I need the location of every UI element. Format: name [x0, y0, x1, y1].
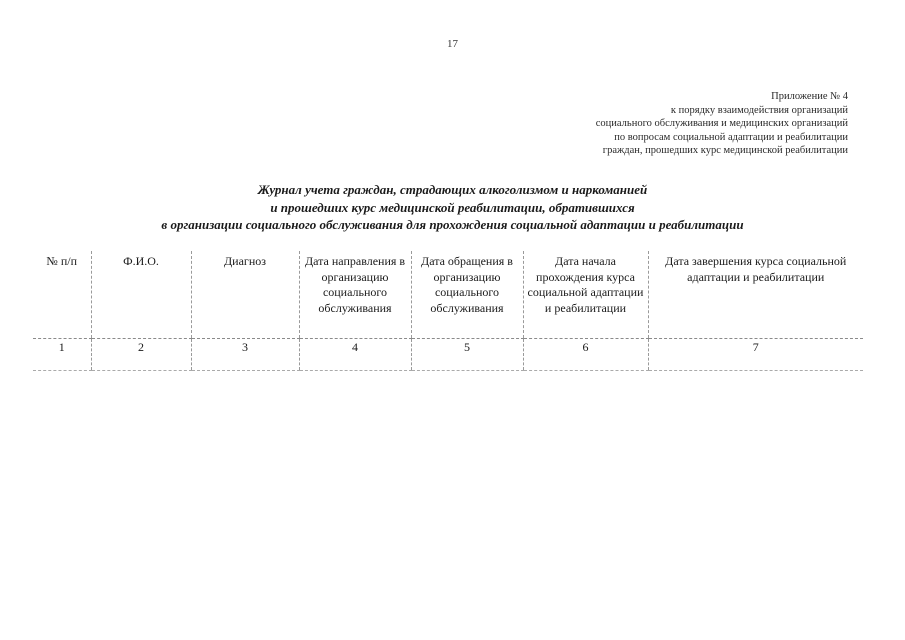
table-header-row: [33, 251, 863, 339]
col-number: 3: [191, 339, 299, 371]
col-header-fio: Ф.И.О.: [91, 251, 191, 339]
appendix-line: социального обслуживания и медицинских организаций: [595, 118, 848, 130]
appendix-line: по вопросам социальной адаптации и реабилитации: [614, 131, 848, 143]
col-number: 7: [648, 339, 863, 371]
col-header-application-date: Дата обращения в организацию социального обслуживания: [411, 251, 523, 339]
title-line: в организации социального обслуживания для прохождения социальной адаптации и реабилитации: [161, 217, 744, 232]
col-number: 5: [411, 339, 523, 371]
col-number: 1: [33, 339, 91, 371]
title-line: Журнал учета граждан, страдающих алкоголизмом и наркоманией: [257, 182, 648, 197]
appendix-line: Приложение № 4: [771, 91, 848, 102]
col-header-completion-date: Дата завершения курса социальной адаптации и реабилитации: [648, 251, 863, 339]
col-number: 6: [523, 339, 648, 371]
document-title: [0, 181, 905, 234]
col-header-referral-date: Дата направления в организацию социального обслуживания: [299, 251, 411, 339]
col-header-start-date: Дата начала прохождения курса социальной адаптации и реабилитации: [523, 251, 648, 339]
appendix-note: [596, 90, 848, 158]
appendix-line: к порядку взаимодействия организаций: [670, 104, 848, 116]
col-number: 2: [91, 339, 191, 371]
table-number-row: [33, 339, 863, 371]
journal-table: [33, 251, 863, 371]
col-number: 4: [299, 339, 411, 371]
page-number: 17: [447, 38, 458, 50]
col-header-diagnosis: Диагноз: [191, 251, 299, 339]
appendix-line: граждан, прошедших курс медицинской реабилитации: [602, 145, 848, 157]
col-header-number: № п/п: [33, 251, 91, 339]
title-line: и прошедших курс медицинской реабилитации, обратившихся: [270, 199, 635, 215]
